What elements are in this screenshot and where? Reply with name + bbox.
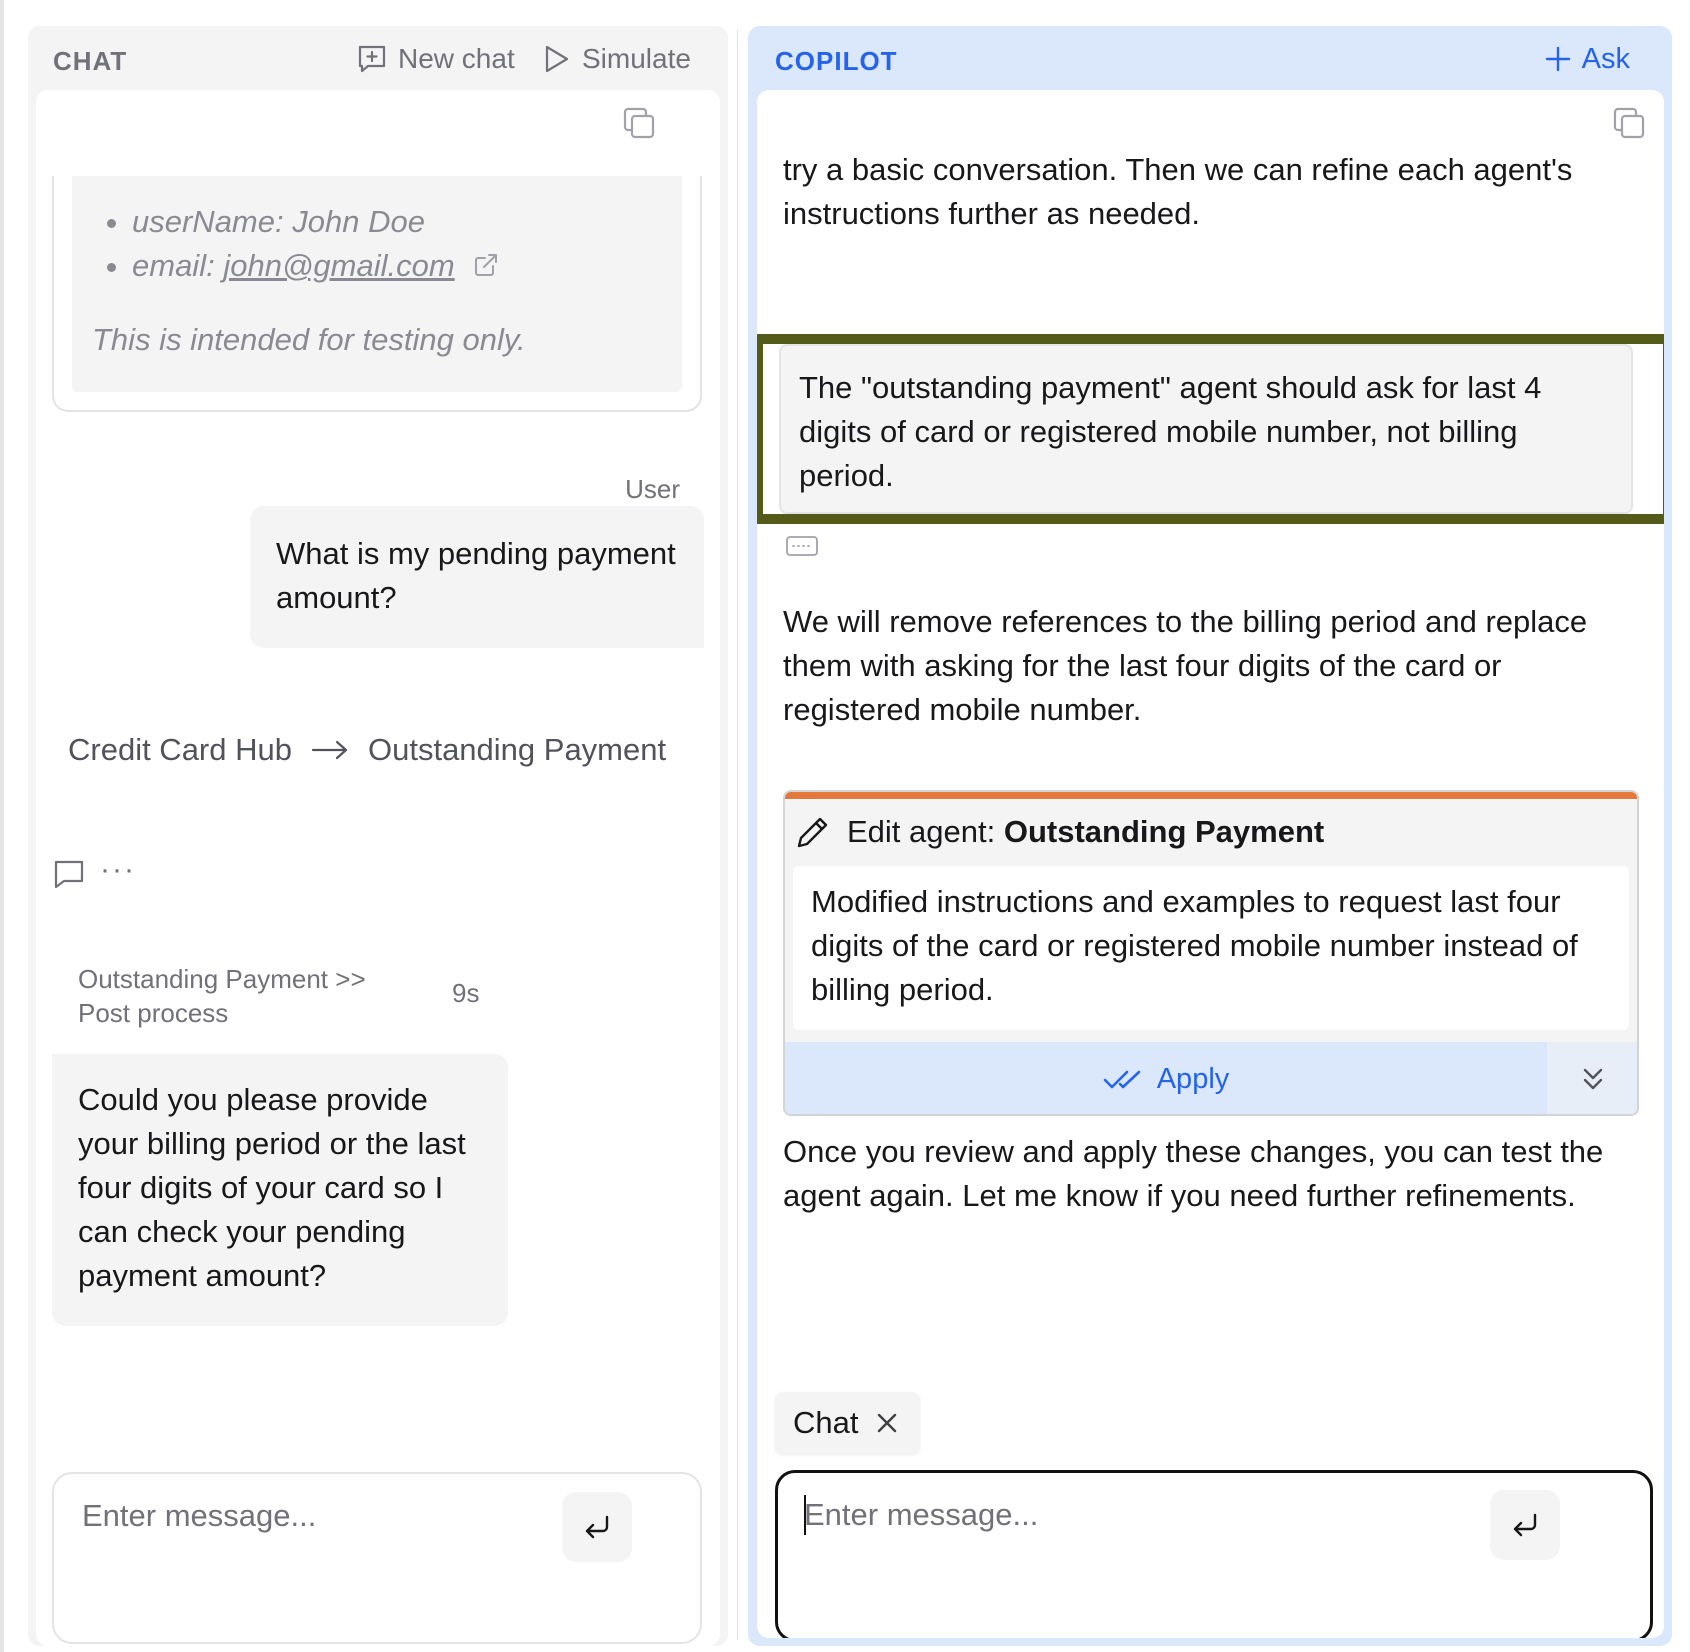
chat-title: CHAT [53, 46, 128, 76]
copilot-input-box [775, 1470, 1653, 1638]
profile-username [132, 200, 499, 244]
edit-card-description: Modified instructions and examples to request last four digits of the card or registered mobile number instead of billing period. [793, 866, 1629, 1030]
test-profile-list [132, 200, 499, 288]
profile-email-label: email: [132, 248, 215, 283]
new-chat-label: New chat [398, 43, 515, 74]
context-chip-label: Chat [793, 1405, 859, 1440]
test-profile-note: This is intended for testing only. [92, 322, 526, 357]
enter-icon [1509, 1509, 1541, 1541]
copilot-panel [748, 26, 1672, 1646]
simulate-label: Simulate [582, 43, 691, 74]
edit-agent-card [783, 790, 1639, 1116]
edit-card-prefix: Edit agent: [847, 814, 996, 849]
context-chip [775, 1392, 920, 1454]
chat-input-box [52, 1472, 702, 1644]
message-actions [52, 853, 136, 892]
test-profile-content [72, 176, 682, 392]
copilot-messages[interactable] [757, 90, 1664, 1638]
keyboard-icon[interactable] [785, 534, 819, 558]
chat-messages[interactable] [36, 90, 720, 1646]
chat-message-input[interactable] [82, 1494, 602, 1538]
chat-panel [28, 26, 728, 1646]
profile-email-link[interactable]: john@gmail.com [223, 248, 455, 283]
close-icon[interactable] [874, 1410, 900, 1436]
user-message: What is my pending payment amount? [250, 506, 704, 648]
copilot-intro-text: try a basic conversation. Then we can refine each agent's instructions further as needed. [783, 152, 1573, 231]
test-profile-card [52, 176, 702, 412]
double-check-icon [1103, 1064, 1141, 1094]
handoff-to: Outstanding Payment [367, 732, 667, 767]
copilot-send-button[interactable] [1490, 1490, 1560, 1560]
copilot-copy-button[interactable] [1610, 104, 1648, 142]
edit-card-accent [785, 792, 1637, 799]
apply-label: Apply [1156, 1062, 1230, 1095]
agent-message: Could you please provide your billing period or the last four digits of your card so I can check your pending payment amount? [52, 1054, 508, 1326]
copilot-title: COPILOT [775, 46, 898, 76]
copy-button[interactable] [620, 104, 658, 142]
handoff-from: Credit Card Hub [68, 732, 292, 767]
more-actions-button[interactable]: ··· [100, 853, 136, 886]
edit-card-header [795, 814, 1324, 850]
external-link-icon[interactable] [473, 252, 499, 278]
profile-username-label: userName: [132, 204, 284, 239]
simulate-button[interactable] [540, 42, 691, 76]
pencil-icon [795, 814, 831, 850]
left-panel-edge [0, 0, 4, 1652]
profile-username-value: John Doe [292, 204, 425, 239]
chevrons-down-icon [1580, 1064, 1606, 1094]
copilot-reply-text: We will remove references to the billing period and replace them with asking for the last four digits of the card or registered mobile number. [783, 604, 1588, 727]
ask-button[interactable] [1544, 42, 1630, 76]
chat-header [28, 26, 728, 90]
agent-meta: Outstanding Payment >> Post process [78, 964, 366, 1028]
play-icon [540, 43, 572, 75]
panel-divider[interactable] [737, 30, 738, 1640]
plus-icon [1544, 45, 1572, 73]
enter-icon [581, 1511, 613, 1543]
agent-response-time: 9s [452, 978, 480, 1008]
apply-button[interactable] [785, 1042, 1547, 1116]
ask-label: Ask [1581, 42, 1630, 75]
edit-card-agent-name: Outstanding Payment [1003, 814, 1325, 849]
agent-handoff [68, 732, 666, 768]
expand-changes-button[interactable] [1547, 1042, 1639, 1116]
new-chat-icon [356, 43, 388, 75]
comment-icon[interactable] [52, 858, 86, 892]
user-label: User [625, 474, 680, 504]
highlighted-user-request [757, 334, 1664, 524]
copilot-closing-text: Once you review and apply these changes, you can test the agent again. Let me know if you need further refinements. [783, 1134, 1604, 1213]
arrow-right-icon [310, 738, 350, 762]
copy-icon [620, 104, 658, 142]
copilot-message-input[interactable] [804, 1493, 1504, 1537]
profile-email [132, 244, 499, 288]
new-chat-button[interactable] [356, 42, 515, 76]
chat-send-button[interactable] [562, 1492, 632, 1562]
copy-icon [1610, 104, 1648, 142]
copilot-user-request: The "outstanding payment" agent should ask for last 4 digits of card or registered mobile number, not billing period. [779, 344, 1633, 514]
